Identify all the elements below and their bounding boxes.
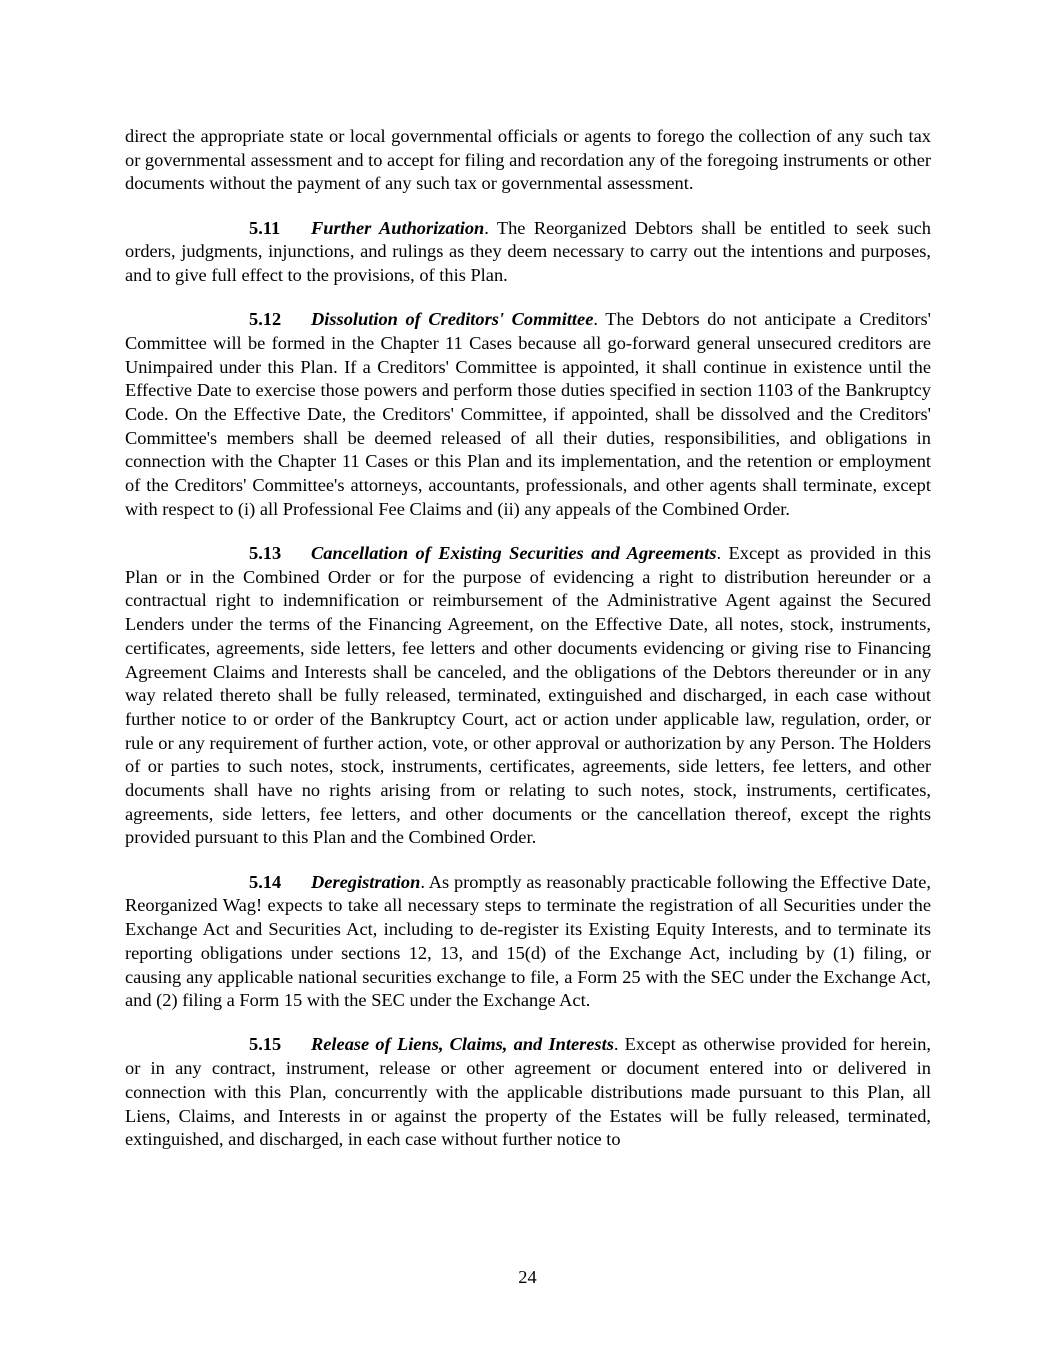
section-heading: Release of Liens, Claims, and Interests: [311, 1034, 614, 1055]
section-body: . Except as provided in this Plan or in the Combined Order or for the purpose of evidencing a right to distribution hereunder or a contractual right to indemnification or reimbursement of the Administrative Agent against the Secured Lenders under the terms of the Financing Agreement, on the Effective Date, all notes, stock, instruments, certificates, agreements, side letters, fee letters and other documents evidencing or giving rise to Financing Agreement Claims and Interests shall be canceled, and the obligations of the Debtors thereunder or in any way related thereto shall be fully released, terminated, extinguished and discharged, in each case without further notice to or order of the Bankruptcy Court, act or action under applicable law, regulation, order, or rule or any requirement of further action, vote, or other approval or authorization by any Person. The Holders of or parties to such notes, stock, instruments, certificates, agreements, side letters, fee letters, and other documents shall have no rights arising from or relating to such notes, stock, instruments, certificates, agreements, side letters, fee letters, and other documents or the cancellation thereof, except the rights provided pursuant to this Plan and the Combined Order.: [125, 543, 931, 848]
section-heading: Dissolution of Creditors' Committee: [311, 309, 594, 330]
section-5-12: [125, 308, 931, 521]
section-body: . As promptly as reasonably practicable following the Effective Date, Reorganized Wag! expects to take all necessary steps to terminate the registration of all Securities under the Exchange Act and Securities Act, including to de-register its Existing Equity Interests, and to terminate its reporting obligations under sections 12, 13, and 15(d) of the Exchange Act, including by (1) filing, or causing any applicable national securities exchange to file, a Form 25 with the SEC under the Exchange Act, and (2) filing a Form 15 with the SEC under the Exchange Act.: [125, 871, 931, 1011]
continuation-paragraph: direct the appropriate state or local governmental officials or agents to forego the collection of any such tax or governmental assessment and to accept for filing and recordation any of the foregoing instruments or other documents without the payment of any such tax or governmental assessment.: [125, 126, 931, 194]
section-body: . Except as otherwise provided for herein, or in any contract, instrument, release or other agreement or document entered into or delivered in connection with this Plan, concurrently with the applicable distributions made pursuant to this Plan, all Liens, Claims, and Interests in or against the property of the Estates will be fully released, terminated, extinguished, and discharged, in each case without further notice to: [125, 1034, 931, 1150]
section-number: 5.11: [249, 217, 281, 238]
section-number: 5.15: [249, 1034, 282, 1055]
section-heading: Further Authorization: [311, 217, 485, 238]
section-number: 5.13: [249, 543, 282, 564]
document-page: [125, 125, 931, 1172]
section-5-14: [125, 871, 931, 1013]
section-number: 5.12: [249, 309, 282, 330]
section-body: . The Debtors do not anticipate a Creditors' Committee will be formed in the Chapter 11 Cases because all go-forward general unsecured creditors are Unimpaired under this Plan. If a Creditors' Committee is appointed, it shall continue in existence until the Effective Date to exercise those powers and perform those duties specified in section 1103 of the Bankruptcy Code. On the Effective Date, the Creditors' Committee, if appointed, shall be dissolved and the Creditors' Committee's members shall be deemed released of all their duties, responsibilities, and obligations in connection with the Chapter 11 Cases or this Plan and its implementation, and the retention or employment of the Creditors' Committee's attorneys, accountants, professionals, and other agents shall terminate, except with respect to (i) all Professional Fee Claims and (ii) any appeals of the Combined Order.: [125, 309, 931, 519]
section-5-11: [125, 217, 931, 288]
section-5-13: [125, 542, 931, 850]
section-heading: Cancellation of Existing Securities and Agreements: [311, 543, 717, 564]
page-number: 24: [518, 1267, 537, 1287]
section-body: . The Reorganized Debtors shall be entitled to seek such orders, judgments, injunctions, and rulings as they deem necessary to carry out the intentions and purposes, and to give full effect to the provisions, of this Plan.: [125, 217, 932, 286]
section-5-15: [125, 1033, 931, 1152]
section-number: 5.14: [249, 871, 282, 892]
section-heading: Deregistration: [311, 871, 421, 892]
